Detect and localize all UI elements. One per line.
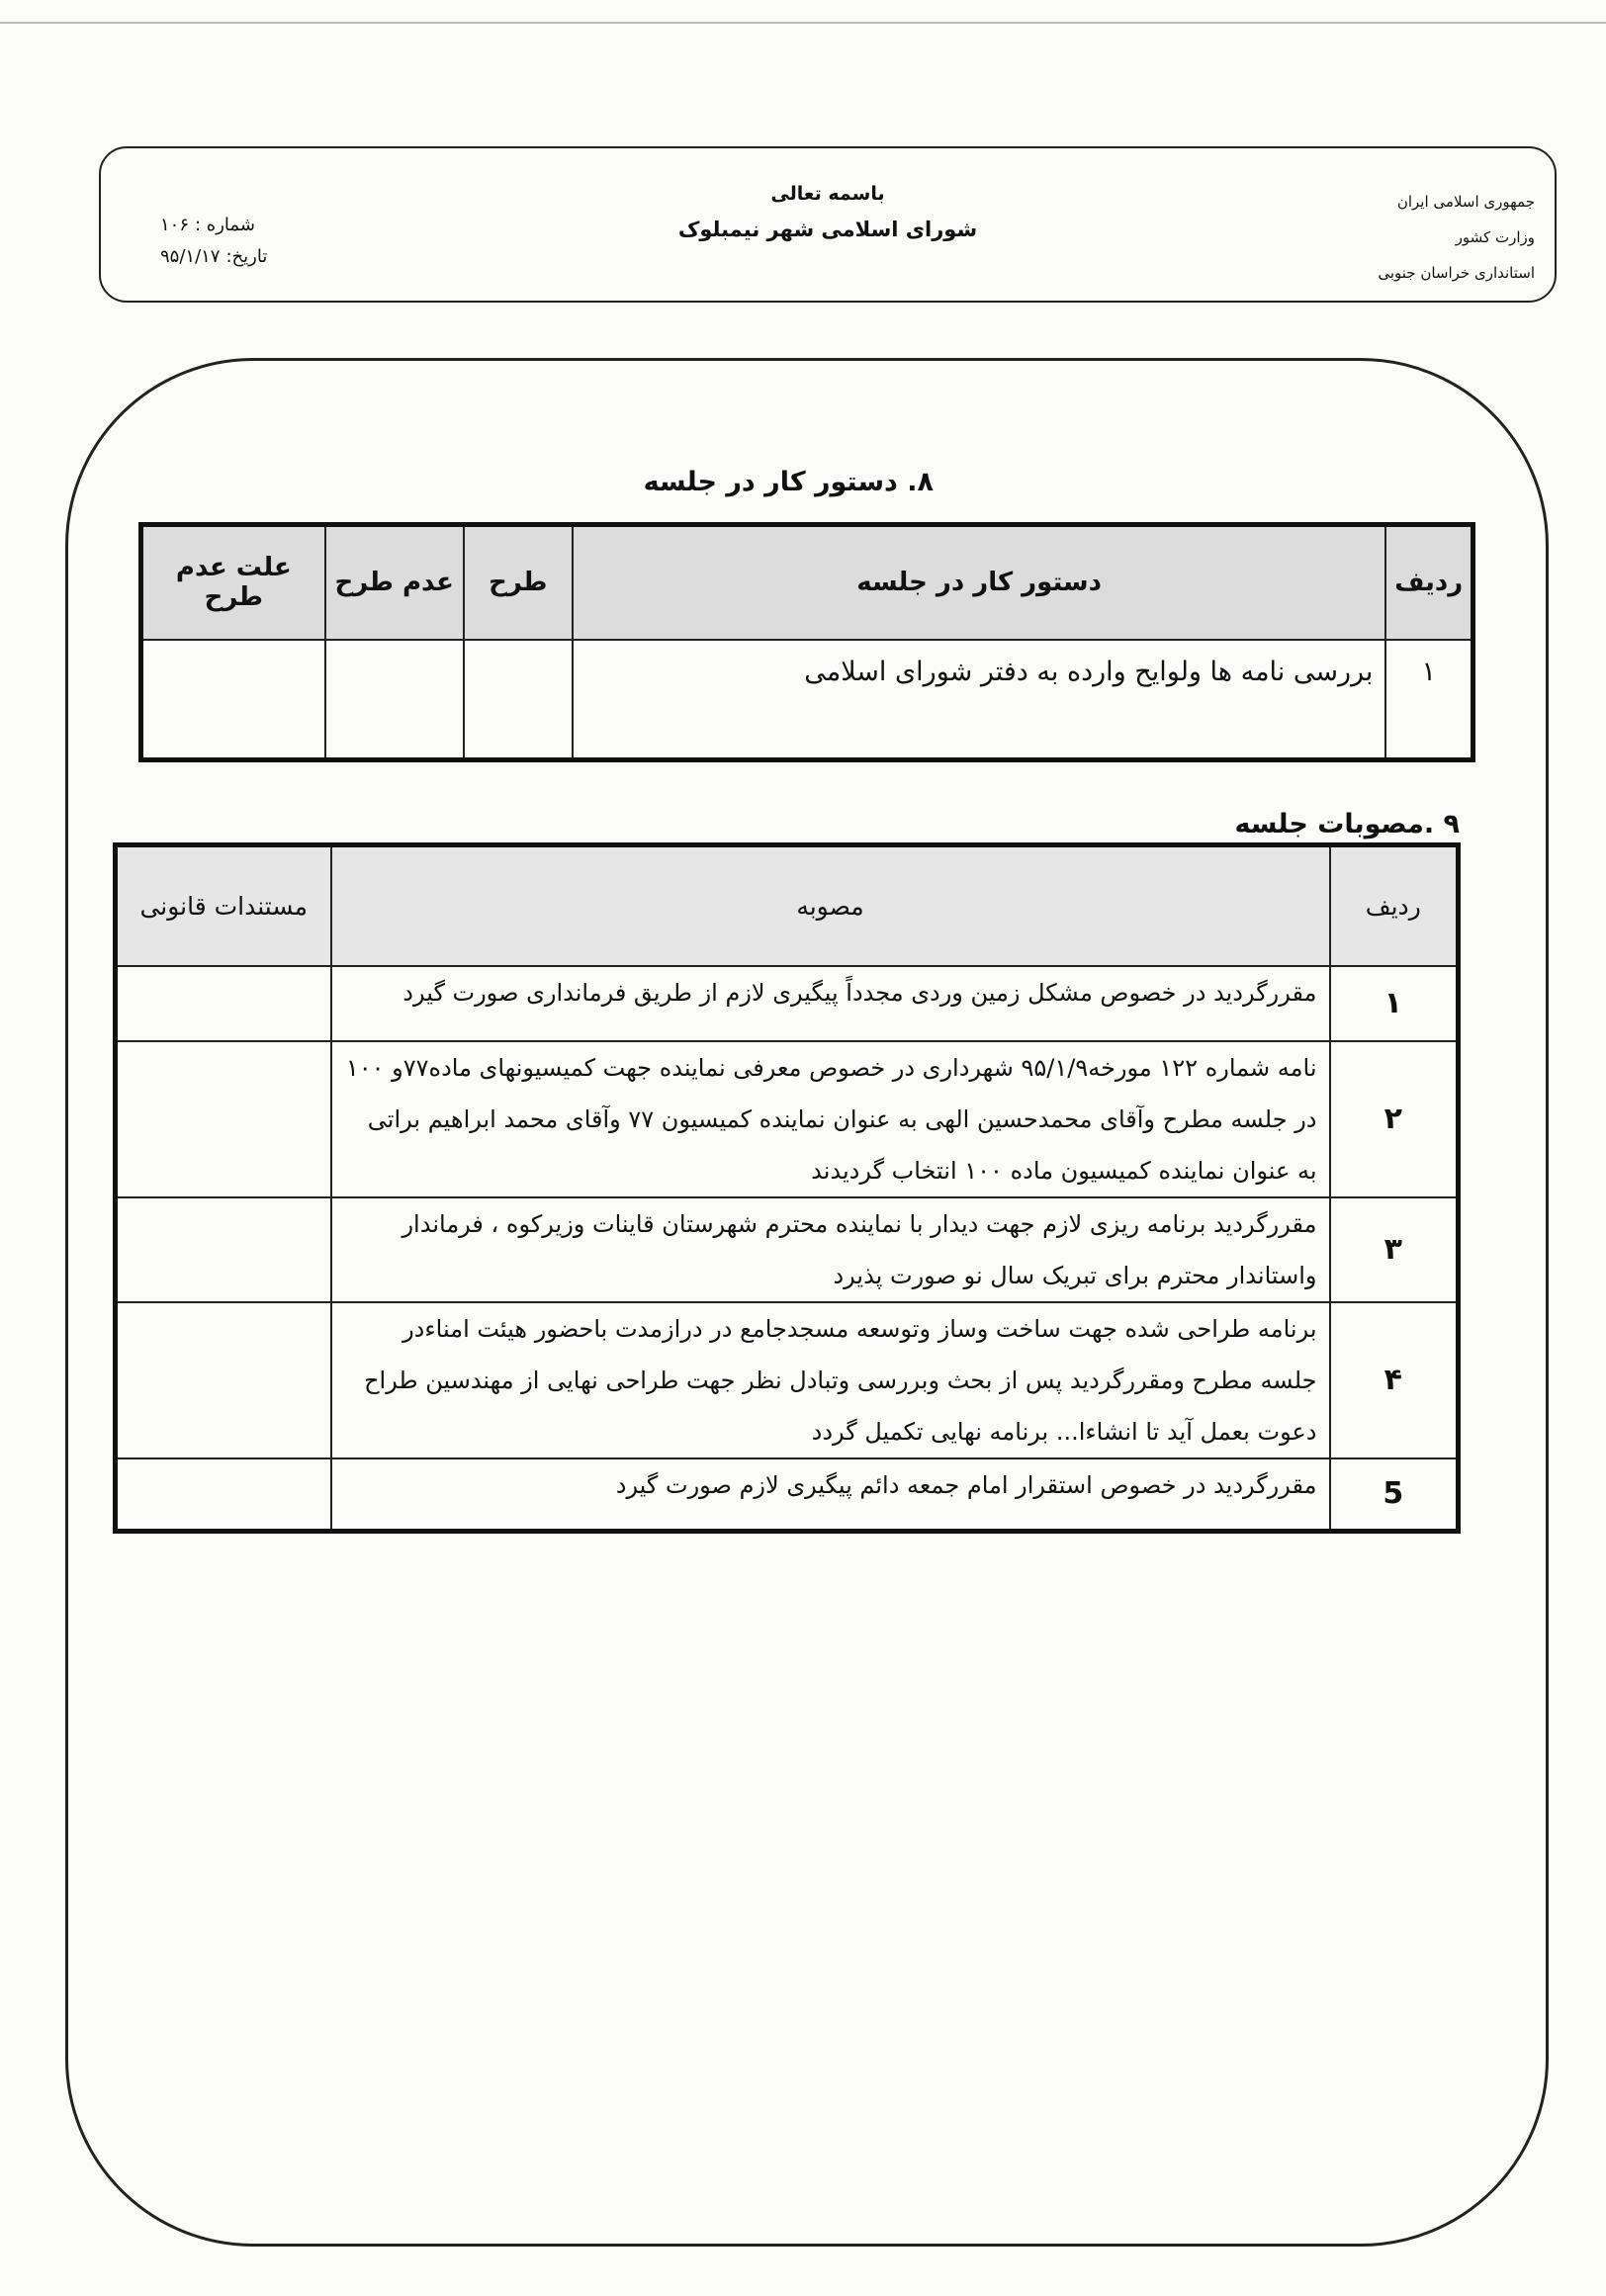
table-row: [116, 1041, 1459, 1197]
row-number: ۳: [1330, 1197, 1459, 1302]
header-row-number: ردیف: [1330, 845, 1459, 966]
header-reason: علت عدم طرح: [141, 525, 325, 640]
resolution-text: نامه شماره ۱۲۲ مورخه۹۵/۱/۹ شهرداری در خصوص معرفی نماینده جهت کمیسیونهای ماده۷۷و ۱۰۰ در جلسه مطرح وآقای محمدحسین الهی به عنوان نماینده کمیسیون ۷۷ وآقای محمد ابراهیم براتی به عنوان نماینده کمیسیون ماده ۱۰۰ انتخاب گردیدند: [331, 1041, 1330, 1197]
header-legal-basis: مستندات قانونی: [116, 845, 331, 966]
agenda-row-reason: [141, 640, 325, 760]
resolutions-table: [113, 842, 1461, 1534]
issuer-line-country: جمهوری اسلامی ایران: [1396, 193, 1535, 211]
resolution-text: برنامه طراحی شده جهت ساخت وساز وتوسعه مسجدجامع در درازمدت باحضور هیئت امناءدر جلسه مطرح ومقررگردید پس از بحث وبررسی وتبادل نظر جهت طراحی نهایی از مهندسین طراح دعوت بعمل آید تا انشاءا... برنامه نهایی تکمیل گردد: [331, 1302, 1330, 1458]
agenda-header-row: [141, 525, 1473, 640]
number-label: شماره :: [195, 215, 255, 235]
row-number: 5: [1330, 1458, 1459, 1532]
letterhead-box: [99, 146, 1557, 303]
number-value: ۱۰۶: [160, 215, 190, 235]
letterhead-title: [101, 176, 1555, 247]
header-row-number: ردیف: [1385, 525, 1472, 640]
row-number: ۱: [1330, 966, 1459, 1041]
agenda-title: ۸. دستور کار در جلسه: [643, 467, 934, 497]
legal-basis: [116, 966, 331, 1041]
resolution-text: مقررگردید در خصوص استقرار امام جمعه دائم پیگیری لازم صورت گیرد: [331, 1458, 1330, 1532]
legal-basis: [116, 1458, 331, 1532]
agenda-row-text: بررسی نامه ها ولوایح وارده به دفتر شورای اسلامی: [573, 640, 1386, 760]
table-row: [116, 1302, 1459, 1458]
council-name: شورای اسلامی شهر نیمبلوک: [677, 218, 978, 241]
resolution-text: مقررگردید در خصوص مشکل زمین وردی مجدداً پیگیری لازم از طریق فرمانداری صورت گیرد: [331, 966, 1330, 1041]
agenda-row-number: ۱: [1385, 640, 1472, 760]
legal-basis: [116, 1197, 331, 1302]
table-row: [116, 1197, 1459, 1302]
header-proposed: طرح: [464, 525, 573, 640]
agenda-table: [138, 522, 1475, 762]
agenda-row-not-proposed: [325, 640, 464, 760]
date-value: ۹۵/۱/۱۷: [160, 246, 221, 267]
table-row: [116, 1458, 1459, 1532]
scan-edge-line: [0, 22, 1606, 24]
date-label: تاریخ:: [225, 246, 268, 267]
letter-number: [160, 210, 267, 241]
reference-block: [160, 210, 267, 273]
header-resolution: مصوبه: [331, 845, 1330, 966]
agenda-row: [141, 640, 1473, 760]
resolution-text: مقررگردید برنامه ریزی لازم جهت دیدار با نماینده محترم شهرستان قاینات وزیرکوه ، فرماندار واستاندار محترم برای تبریک سال نو صورت پذیرد: [331, 1197, 1330, 1302]
row-number: ۲: [1330, 1041, 1459, 1197]
issuer-line-ministry: وزارت کشور: [1455, 228, 1535, 246]
legal-basis: [116, 1302, 331, 1458]
header-agenda-item: دستور کار در جلسه: [573, 525, 1386, 640]
agenda-row-proposed: [464, 640, 573, 760]
resolutions-header-row: [116, 845, 1459, 966]
table-row: [116, 966, 1459, 1041]
header-not-proposed: عدم طرح: [325, 525, 464, 640]
issuer-line-province: استانداری خراسان جنوبی: [1378, 264, 1535, 282]
letter-date: [160, 241, 267, 273]
resolutions-title: ۹ .مصوبات جلسه: [1234, 809, 1460, 839]
row-number: ۴: [1330, 1302, 1459, 1458]
invocation: باسمه تعالی: [770, 183, 885, 205]
legal-basis: [116, 1041, 331, 1197]
